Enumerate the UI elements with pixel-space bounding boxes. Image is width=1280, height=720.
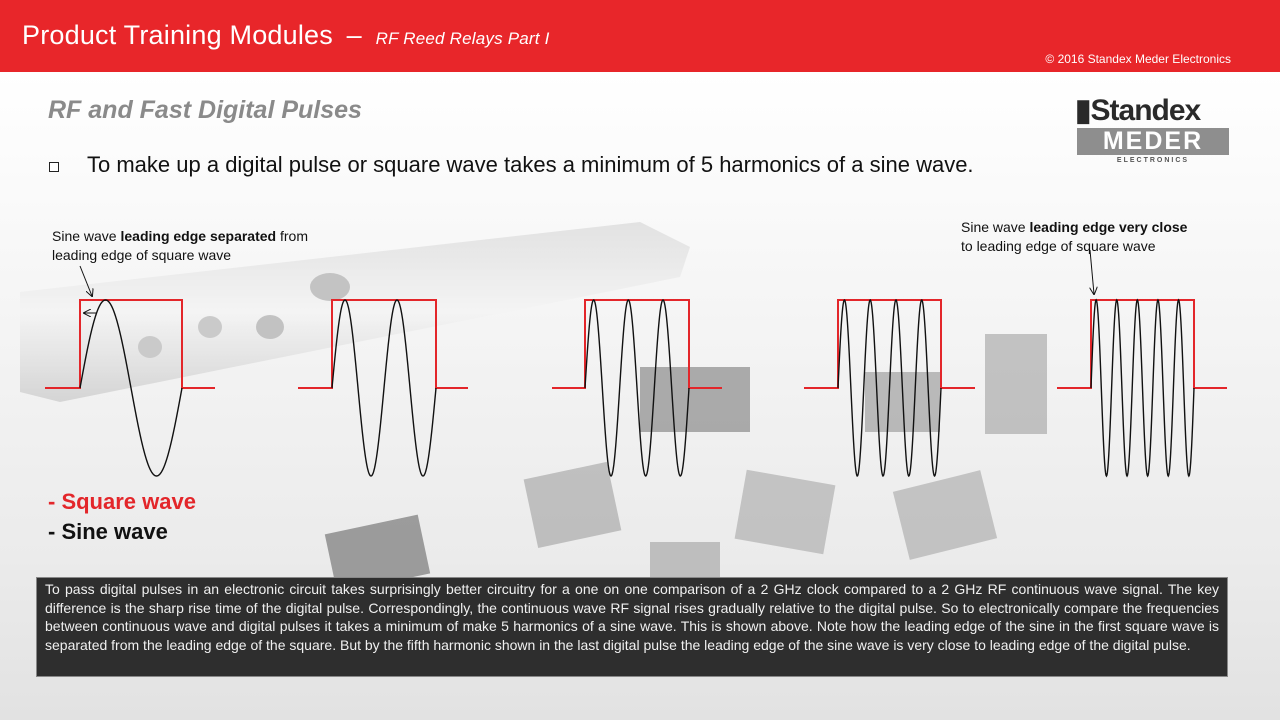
section-title: RF and Fast Digital Pulses bbox=[48, 96, 362, 124]
bullet-text: To make up a digital pulse or square wave takes a minimum of 5 harmonics of a sine wave. bbox=[87, 152, 974, 177]
copyright: © 2016 Standex Meder Electronics bbox=[1045, 52, 1231, 66]
header-title-text: Product Training Modules bbox=[22, 20, 333, 50]
header-dash: – bbox=[346, 20, 362, 50]
logo-meder: MEDER bbox=[1077, 128, 1229, 155]
annotation-right-line2: to leading edge of square wave bbox=[961, 238, 1156, 254]
annotation-right-prefix: Sine wave bbox=[961, 219, 1030, 235]
sine-wave-harmonic-4 bbox=[838, 300, 941, 476]
square-wave-3 bbox=[552, 300, 722, 388]
annotation-right-arrow bbox=[1090, 250, 1094, 294]
annotation-left-arrow bbox=[80, 266, 92, 296]
annotation-left-bold: leading edge separated bbox=[120, 228, 277, 244]
square-wave-1 bbox=[45, 300, 215, 388]
logo-brand-text: Standex bbox=[1090, 94, 1201, 127]
header-subtitle: RF Reed Relays Part I bbox=[375, 29, 550, 48]
sine-wave-harmonic-1 bbox=[80, 300, 182, 476]
legend-sine-wave: - Sine wave bbox=[48, 519, 168, 544]
logo-electronics: ELECTRONICS bbox=[1116, 157, 1190, 164]
sine-wave-harmonic-5 bbox=[1091, 300, 1194, 476]
logo-brand: ▮Standex bbox=[1075, 94, 1201, 127]
sine-wave-harmonic-2 bbox=[332, 300, 436, 476]
annotation-right-bold: leading edge very close bbox=[1029, 219, 1188, 235]
sine-wave-harmonic-3 bbox=[585, 300, 689, 476]
legend-square-wave: - Square wave bbox=[48, 489, 196, 514]
annotation-left-line2: leading edge of square wave bbox=[52, 247, 232, 263]
annotation-left-suffix: from bbox=[276, 228, 308, 244]
square-wave-2 bbox=[298, 300, 468, 388]
annotation-left-prefix: Sine wave bbox=[52, 228, 121, 244]
caption-box: To pass digital pulses in an electronic circuit takes surprisingly better circuitry for a one on one comparison of a 2 GHz clock compared to a 2 GHz RF continuous wave signal. The key difference is the sharp rise time of the digital pulse. Correspondingly, the continuous wave RF signal rises gradually relative to the digital pulse. So to electronically compare the frequencies between continuous wave and digital pulses it takes a minimum of make 5 harmonics of a sine wave. This is shown above. Note how the leading edge of the sine in the first square wave is separated from the leading edge of the square. But by the fifth harmonic shown in the last digital pulse the leading edge of the sine wave is very close to leading edge of the digital pulse. bbox=[36, 577, 1228, 677]
